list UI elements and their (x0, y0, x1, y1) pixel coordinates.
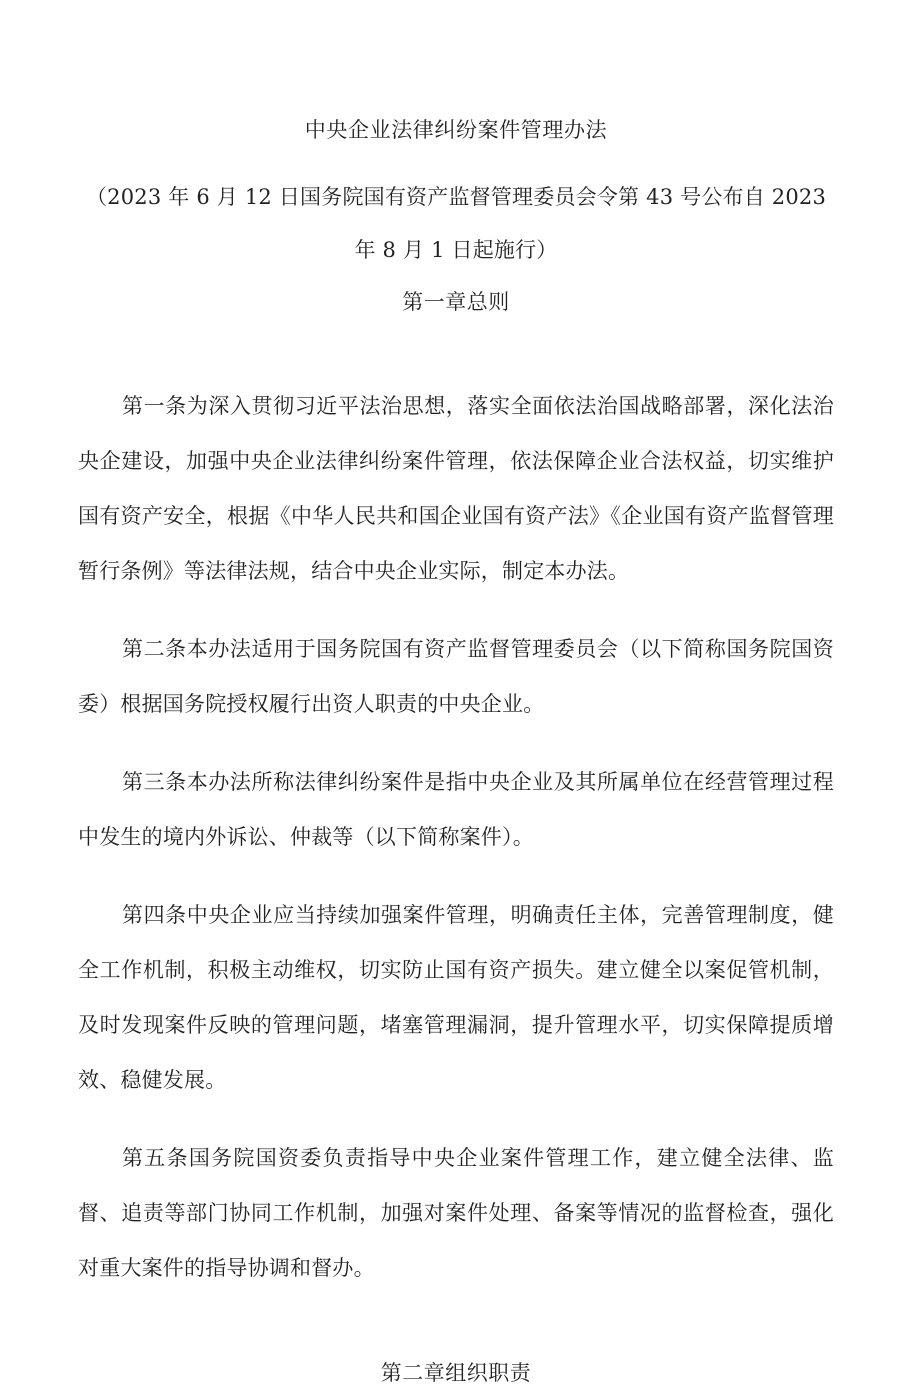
article-paragraph-4: 第四条中央企业应当持续加强案件管理，明确责任主体，完善管理制度，健全工作机制，积极主动维权，切实防止国有资产损失。建立健全以案促管机制，及时发现案件反映的管理问题，堵塞管理漏洞，提升管理水平，切实保障提质增效、稳健发展。 (78, 903, 834, 1092)
article-paragraph-3: 第三条本办法所称法律纠纷案件是指中央企业及其所属单位在经营管理过程中发生的境内外诉讼、仲裁等（以下简称案件）。 (78, 770, 834, 849)
chapter-heading-1: 第一章总则 (402, 290, 510, 314)
document-promulgation-note: （2023 年 6 月 12 日国务院国有资产监督管理委员会令第 43 号公布自 2023 年 8 月 1 日起施行） (85, 185, 827, 262)
document-title: 中央企业法律纠纷案件管理办法 (304, 118, 608, 142)
article-paragraph-5: 第五条国务院国资委负责指导中央企业案件管理工作，建立健全法律、监督、追责等部门协同工作机制，加强对案件处理、备案等情况的监督检查，强化对重大案件的指导协调和督办。 (78, 1146, 834, 1280)
chapter-heading-2: 第二章组织职责 (380, 1361, 532, 1385)
article-paragraph-2: 第二条本办法适用于国务院国有资产监督管理委员会（以下简称国务院国资委）根据国务院授权履行出资人职责的中央企业。 (78, 637, 834, 716)
article-list (78, 317, 834, 1296)
article-paragraph-1: 第一条为深入贯彻习近平法治思想，落实全面依法治国战略部署，深化法治央企建设，加强中央企业法律纠纷案件管理，依法保障企业合法权益，切实维护国有资产安全，根据《中华人民共和国企业国有资产法》《企业国有资产监督管理暂行条例》等法律法规，结合中央企业实际，制定本办法。 (78, 394, 834, 583)
document-content (78, 0, 834, 1388)
